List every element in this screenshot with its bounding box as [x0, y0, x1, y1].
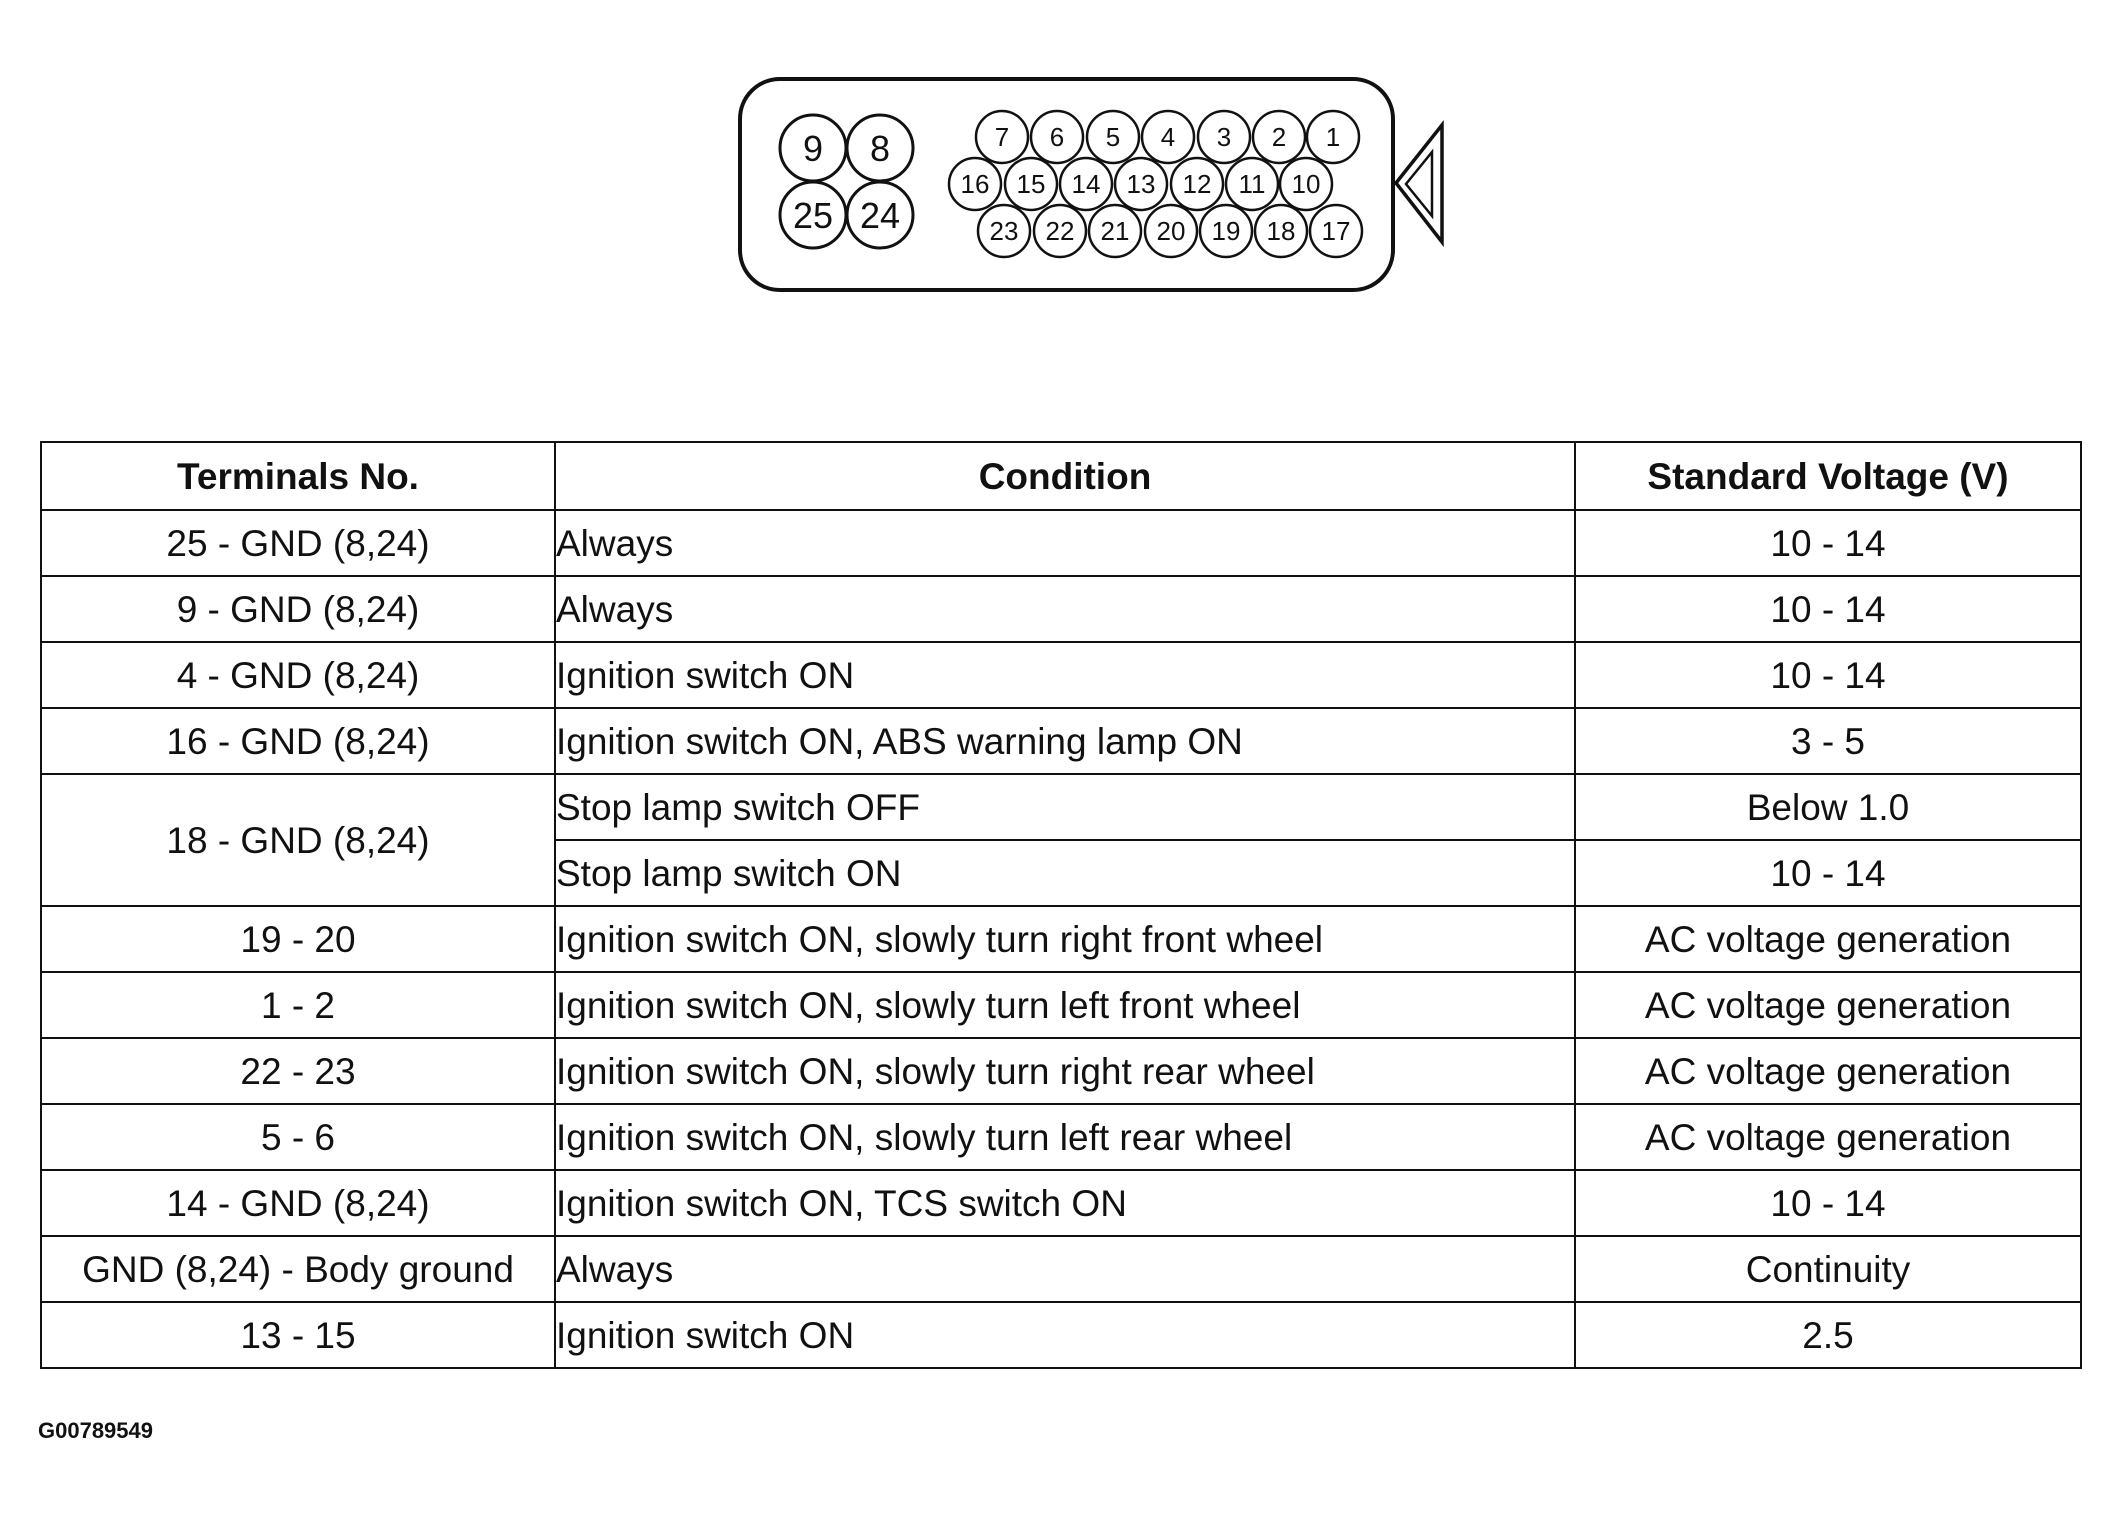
pin-label: 13	[1126, 169, 1156, 199]
voltage-cell: 10 - 14	[1575, 1170, 2081, 1236]
terminal-cell: 25 - GND (8,24)	[41, 510, 555, 576]
header-condition: Condition	[555, 442, 1575, 510]
terminal-cell: GND (8,24) - Body ground	[41, 1236, 555, 1302]
voltage-cell: 10 - 14	[1575, 642, 2081, 708]
pin-label: 23	[989, 216, 1019, 246]
table-row	[41, 972, 2081, 1038]
connector-lock-tab-icon	[1396, 125, 1442, 242]
pin-label: 7	[994, 122, 1010, 152]
table-row	[41, 1038, 2081, 1104]
header-voltage: Standard Voltage (V)	[1575, 442, 2081, 510]
condition-cell: Stop lamp switch OFF	[555, 774, 1575, 840]
pin-label: 4	[1160, 122, 1176, 152]
pin-label: 10	[1291, 169, 1321, 199]
table-row	[41, 642, 2081, 708]
pin-label: 2	[1271, 122, 1287, 152]
condition-cell: Always	[555, 576, 1575, 642]
pin-label: 17	[1321, 216, 1351, 246]
pin-label: 9	[802, 128, 824, 169]
table-row	[41, 774, 2081, 840]
table-row	[41, 1104, 2081, 1170]
voltage-cell: Below 1.0	[1575, 774, 2081, 840]
figure-id: G00789549	[38, 1418, 153, 1443]
pin-label: 3	[1216, 122, 1232, 152]
terminal-cell: 19 - 20	[41, 906, 555, 972]
voltage-cell: 10 - 14	[1575, 840, 2081, 906]
condition-cell: Ignition switch ON, slowly turn right front wheel	[555, 906, 1575, 972]
terminal-cell: 14 - GND (8,24)	[41, 1170, 555, 1236]
table-row	[41, 1236, 2081, 1302]
table-header-row	[41, 442, 2081, 510]
condition-cell: Ignition switch ON	[555, 1302, 1575, 1368]
table-row	[41, 510, 2081, 576]
pin-label: 25	[792, 195, 834, 236]
table-row	[41, 1302, 2081, 1368]
condition-cell: Ignition switch ON, ABS warning lamp ON	[555, 708, 1575, 774]
pin-label: 21	[1100, 216, 1130, 246]
terminal-cell: 22 - 23	[41, 1038, 555, 1104]
pin-label: 8	[869, 128, 891, 169]
pin-label: 19	[1211, 216, 1241, 246]
terminal-cell: 16 - GND (8,24)	[41, 708, 555, 774]
pin-label: 16	[960, 169, 990, 199]
voltage-cell: 10 - 14	[1575, 510, 2081, 576]
terminal-cell: 9 - GND (8,24)	[41, 576, 555, 642]
condition-cell: Ignition switch ON, slowly turn left rear wheel	[555, 1104, 1575, 1170]
voltage-cell: AC voltage generation	[1575, 1038, 2081, 1104]
terminal-cell: 5 - 6	[41, 1104, 555, 1170]
terminal-cell: 18 - GND (8,24)	[41, 774, 555, 906]
terminal-cell: 13 - 15	[41, 1302, 555, 1368]
pin-label: 15	[1016, 169, 1046, 199]
pin-label: 6	[1049, 122, 1065, 152]
connector-diagram	[0, 0, 2114, 330]
table-row	[41, 1170, 2081, 1236]
condition-cell: Ignition switch ON, TCS switch ON	[555, 1170, 1575, 1236]
condition-cell: Always	[555, 510, 1575, 576]
pin-label: 22	[1045, 216, 1075, 246]
pin-label: 14	[1071, 169, 1101, 199]
pin-label: 24	[859, 195, 901, 236]
pin-label: 11	[1238, 169, 1266, 199]
pin-label: 12	[1182, 169, 1212, 199]
voltage-cell: AC voltage generation	[1575, 906, 2081, 972]
pin-label: 20	[1156, 216, 1186, 246]
pin-label: 1	[1325, 122, 1341, 152]
voltage-cell: 3 - 5	[1575, 708, 2081, 774]
voltage-cell: 10 - 14	[1575, 576, 2081, 642]
voltage-cell: AC voltage generation	[1575, 1104, 2081, 1170]
terminal-voltage-table	[40, 441, 2082, 1369]
condition-cell: Stop lamp switch ON	[555, 840, 1575, 906]
condition-cell: Always	[555, 1236, 1575, 1302]
table-row	[41, 906, 2081, 972]
condition-cell: Ignition switch ON, slowly turn right rear wheel	[555, 1038, 1575, 1104]
voltage-cell: Continuity	[1575, 1236, 2081, 1302]
voltage-cell: 2.5	[1575, 1302, 2081, 1368]
table-row	[41, 708, 2081, 774]
terminal-cell: 1 - 2	[41, 972, 555, 1038]
pin-label: 5	[1105, 122, 1121, 152]
terminal-cell: 4 - GND (8,24)	[41, 642, 555, 708]
condition-cell: Ignition switch ON	[555, 642, 1575, 708]
condition-cell: Ignition switch ON, slowly turn left front wheel	[555, 972, 1575, 1038]
table-row	[41, 576, 2081, 642]
voltage-cell: AC voltage generation	[1575, 972, 2081, 1038]
header-terminals: Terminals No.	[41, 442, 555, 510]
pin-label: 18	[1266, 216, 1296, 246]
